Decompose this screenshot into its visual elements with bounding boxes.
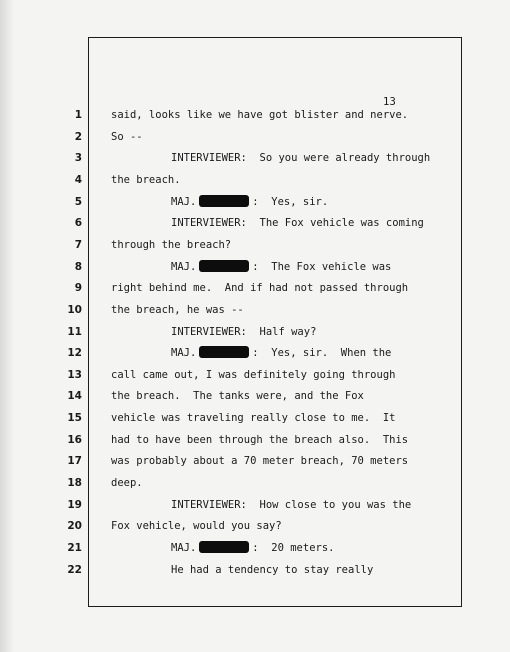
speaker-label: MAJ. (171, 347, 197, 360)
line-text (111, 432, 408, 448)
line-text (171, 345, 391, 361)
transcript-line (0, 540, 510, 556)
line-number: 22 (67, 563, 82, 576)
line-number: 19 (67, 498, 82, 511)
line-text (171, 497, 411, 513)
line-number: 9 (74, 282, 82, 295)
line-number: 6 (74, 217, 82, 230)
page-number: 13 (383, 96, 397, 108)
line-text (111, 367, 395, 383)
transcript-line (0, 475, 510, 491)
line-content: INTERVIEWER: Half way? (171, 325, 317, 338)
transcript-line (0, 172, 510, 188)
line-number: 12 (67, 347, 82, 360)
transcript-line (0, 410, 510, 426)
line-content: vehicle was traveling really close to me. It (111, 412, 396, 425)
line-number: 8 (74, 260, 82, 273)
line-content: : The Fox vehicle was (252, 260, 392, 273)
line-content: right behind me. And if had not passed through (111, 282, 409, 295)
line-text (111, 453, 408, 469)
speaker-label: MAJ. (171, 542, 197, 554)
line-number: 13 (67, 368, 82, 381)
line-content: : Yes, sir. (252, 195, 329, 208)
transcript-line (0, 345, 510, 361)
line-content: had to have been through the breach also. This (111, 433, 409, 446)
line-number: 16 (67, 433, 82, 446)
line-content: INTERVIEWER: The Fox vehicle was coming (171, 217, 424, 230)
redaction-bar (199, 260, 249, 272)
line-number: 10 (67, 303, 82, 316)
transcript-line (0, 388, 510, 404)
line-content: INTERVIEWER: So you were already through (171, 152, 431, 165)
line-text (111, 410, 395, 426)
line-content: through the breach? (111, 238, 232, 251)
line-content: So -- (111, 130, 143, 143)
line-text (111, 107, 408, 123)
line-content: INTERVIEWER: How close to you was the (171, 498, 412, 511)
line-content: : 20 meters. (252, 542, 335, 554)
transcript-line (0, 259, 510, 275)
line-number: 15 (67, 412, 82, 425)
line-number: 3 (74, 152, 82, 165)
line-text (171, 562, 373, 578)
line-text (111, 129, 143, 145)
line-number: 21 (67, 542, 82, 554)
transcript-line (0, 280, 510, 296)
transcript-line (0, 237, 510, 253)
redaction-bar (199, 541, 249, 553)
line-content: the breach. The tanks were, and the Fox (111, 390, 364, 403)
line-content: : Yes, sir. When the (252, 347, 392, 360)
line-text (111, 388, 364, 404)
line-text (171, 194, 328, 210)
transcript-line (0, 453, 510, 469)
line-content: said, looks like we have got blister and nerve. (111, 109, 409, 121)
line-number: 18 (67, 477, 82, 490)
line-text (111, 280, 408, 296)
line-text (111, 302, 244, 318)
line-text (111, 518, 282, 534)
line-content: call came out, I was definitely going through (111, 368, 396, 381)
transcript-line (0, 194, 510, 210)
line-content: was probably about a 70 meter breach, 70 meters (111, 455, 409, 468)
line-text (171, 150, 430, 166)
speaker-label: MAJ. (171, 260, 197, 273)
redaction-bar (199, 195, 249, 207)
line-number: 4 (74, 173, 82, 186)
line-text (171, 259, 391, 275)
line-content: He had a tendency to stay really (171, 563, 374, 576)
line-content: deep. (111, 477, 143, 490)
line-number: 11 (67, 325, 82, 338)
transcript-line (0, 129, 510, 145)
line-number: 7 (74, 238, 82, 251)
line-text (171, 215, 424, 231)
line-number: 2 (74, 130, 82, 143)
transcript-line (0, 497, 510, 513)
line-number: 17 (67, 455, 82, 468)
line-text (111, 237, 231, 253)
transcript-line (0, 367, 510, 383)
transcript-line (0, 302, 510, 318)
line-text (171, 324, 316, 340)
line-number: 5 (74, 195, 82, 208)
transcript-line (0, 562, 510, 578)
line-text (111, 172, 181, 188)
transcript-line (0, 324, 510, 340)
line-content: the breach, he was -- (111, 303, 244, 316)
redaction-bar (199, 346, 249, 358)
transcript-line (0, 150, 510, 166)
transcript-line (0, 107, 510, 123)
line-number: 20 (67, 520, 82, 533)
line-content: the breach. (111, 173, 181, 186)
speaker-label: MAJ. (171, 195, 197, 208)
transcript-line (0, 215, 510, 231)
transcript-line (0, 518, 510, 534)
line-text (171, 540, 334, 556)
line-text (111, 475, 143, 491)
line-number: 14 (67, 390, 82, 403)
transcript-line (0, 432, 510, 448)
line-number: 1 (74, 109, 82, 121)
line-content: Fox vehicle, would you say? (111, 520, 282, 533)
